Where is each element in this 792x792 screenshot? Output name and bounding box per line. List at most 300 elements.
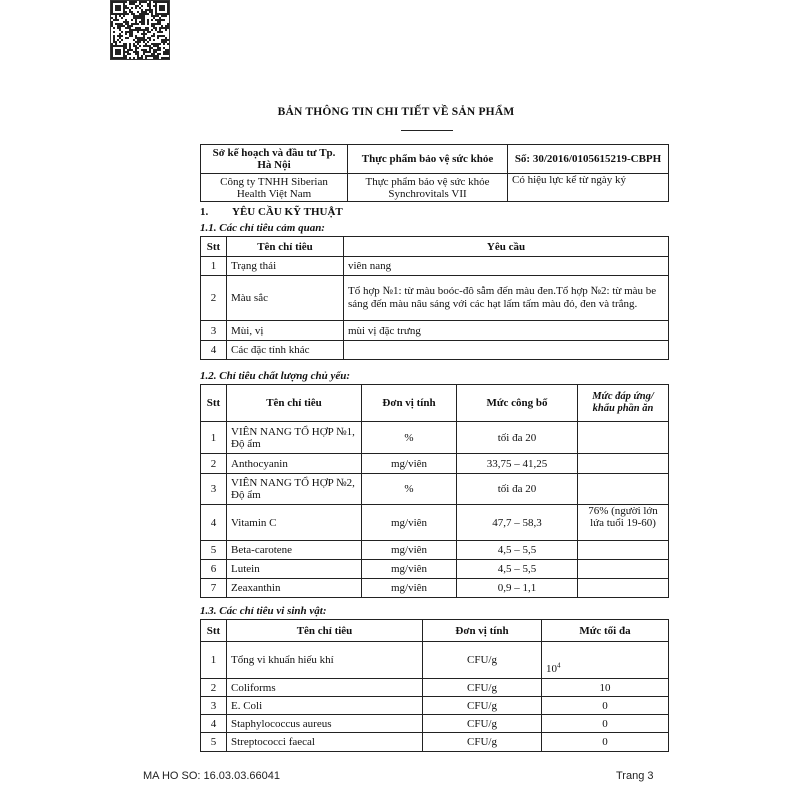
table-row xyxy=(201,341,669,360)
qr-module xyxy=(131,11,133,13)
qr-module xyxy=(129,25,131,27)
qr-module xyxy=(147,23,149,25)
qr-module xyxy=(147,29,149,31)
col-header-stt: Stt xyxy=(201,385,227,422)
qr-module xyxy=(139,3,141,5)
qr-module xyxy=(117,25,119,27)
qr-module xyxy=(117,5,119,7)
qr-module xyxy=(145,13,147,15)
col-header-requirement: Yêu cầu xyxy=(344,237,669,257)
qr-module xyxy=(123,15,125,17)
qr-module xyxy=(123,51,125,53)
qr-module xyxy=(111,1,113,3)
qr-module xyxy=(165,27,167,29)
qr-module xyxy=(117,35,119,37)
qr-module xyxy=(155,7,157,9)
qr-module xyxy=(129,49,131,51)
stt-cell: 1 xyxy=(201,257,227,276)
qr-module xyxy=(143,31,145,33)
qr-module xyxy=(131,33,133,35)
qr-module xyxy=(167,39,169,41)
qr-module xyxy=(135,5,137,7)
qr-module xyxy=(113,45,115,47)
qr-module xyxy=(151,53,153,55)
criterion-cell: Lutein xyxy=(227,560,362,579)
qr-module xyxy=(145,9,147,11)
qr-module xyxy=(151,15,153,17)
qr-module xyxy=(159,43,161,45)
level-cell: 4,5 – 5,5 xyxy=(457,541,578,560)
max-level-exponent: 4 xyxy=(557,661,561,670)
qr-module xyxy=(139,41,141,43)
qr-module xyxy=(115,23,117,25)
qr-module xyxy=(163,53,165,55)
qr-module xyxy=(143,49,145,51)
qr-module xyxy=(161,31,163,33)
qr-module xyxy=(145,29,147,31)
qr-module xyxy=(125,43,127,45)
qr-module xyxy=(147,31,149,33)
qr-module xyxy=(151,19,153,21)
qr-module xyxy=(149,51,151,53)
table-row xyxy=(201,422,669,454)
qr-module xyxy=(151,23,153,25)
qr-module xyxy=(159,31,161,33)
qr-module xyxy=(157,49,159,51)
qr-module xyxy=(135,37,137,39)
qr-module xyxy=(145,57,147,59)
qr-module xyxy=(153,15,155,17)
qr-module xyxy=(123,9,125,11)
qr-module xyxy=(135,49,137,51)
qr-module xyxy=(141,57,143,59)
qr-module xyxy=(135,29,137,31)
qr-module xyxy=(145,51,147,53)
qr-module xyxy=(153,1,155,3)
qr-module xyxy=(165,13,167,15)
qr-module xyxy=(149,39,151,41)
qr-module xyxy=(125,51,127,53)
qr-module xyxy=(137,53,139,55)
qr-module xyxy=(145,49,147,51)
qr-module xyxy=(153,43,155,45)
qr-module xyxy=(143,1,145,3)
qr-module xyxy=(117,53,119,55)
qr-module xyxy=(159,7,161,9)
col-header-unit: Đơn vị tính xyxy=(423,620,542,642)
qr-module xyxy=(143,13,145,15)
qr-module xyxy=(167,7,169,9)
qr-module xyxy=(141,39,143,41)
stt-cell: 3 xyxy=(201,474,227,505)
qr-module xyxy=(143,15,145,17)
qr-module xyxy=(143,53,145,55)
authority-cell: Sở kế hoạch và đầu tư Tp. Hà Nội xyxy=(201,145,348,174)
qr-module xyxy=(123,49,125,51)
product-name-cell: Thực phẩm bảo vệ sức khỏe Synchrovitals VII xyxy=(348,174,508,202)
qr-module xyxy=(121,31,123,33)
qr-module xyxy=(141,9,143,11)
qr-module xyxy=(125,27,127,29)
qr-module xyxy=(139,29,141,31)
qr-module xyxy=(119,45,121,47)
qr-module xyxy=(155,27,157,29)
qr-module xyxy=(123,57,125,59)
level-cell: 33,75 – 41,25 xyxy=(457,454,578,474)
col-header-stt: Stt xyxy=(201,620,227,642)
max-level-base: 10 xyxy=(546,663,557,675)
qr-module xyxy=(129,11,131,13)
table-row xyxy=(201,560,669,579)
qr-module xyxy=(149,9,151,11)
qr-module xyxy=(113,31,115,33)
qr-module xyxy=(125,23,127,25)
qr-module xyxy=(153,27,155,29)
qr-module xyxy=(123,13,125,15)
qr-module xyxy=(151,55,153,57)
qr-module xyxy=(149,31,151,33)
qr-module xyxy=(163,15,165,17)
qr-module xyxy=(161,25,163,27)
qr-module xyxy=(137,27,139,29)
stt-cell: 6 xyxy=(201,560,227,579)
unit-cell: mg/viên xyxy=(362,454,457,474)
qr-module xyxy=(115,41,117,43)
qr-module xyxy=(129,29,131,31)
qr-module xyxy=(141,21,143,23)
qr-module xyxy=(129,43,131,45)
qr-module xyxy=(111,21,113,23)
criterion-cell: Trạng thái xyxy=(227,257,344,276)
qr-module xyxy=(167,27,169,29)
qr-module xyxy=(157,47,159,49)
qr-module xyxy=(141,11,143,13)
qr-module xyxy=(163,35,165,37)
section-1-2-title: 1.2. Chỉ tiêu chất lượng chủ yếu: xyxy=(200,370,351,382)
qr-module xyxy=(149,37,151,39)
qr-module xyxy=(147,5,149,7)
quality-header-row xyxy=(201,385,669,422)
qr-module xyxy=(123,1,125,3)
qr-module xyxy=(137,15,139,17)
qr-module xyxy=(119,37,121,39)
qr-module xyxy=(135,41,137,43)
qr-module xyxy=(111,13,113,15)
qr-module xyxy=(131,19,133,21)
criterion-cell: Màu sắc xyxy=(227,276,344,321)
stt-cell: 1 xyxy=(201,422,227,454)
qr-module xyxy=(155,43,157,45)
qr-module xyxy=(159,23,161,25)
qr-module xyxy=(111,43,113,45)
qr-module xyxy=(155,19,157,21)
qr-module xyxy=(131,31,133,33)
qr-module xyxy=(113,39,115,41)
qr-module xyxy=(113,37,115,39)
qr-module xyxy=(141,29,143,31)
qr-module xyxy=(123,53,125,55)
qr-module xyxy=(141,37,143,39)
criterion-cell: E. Coli xyxy=(227,697,423,715)
unit-cell: CFU/g xyxy=(423,679,542,697)
qr-module xyxy=(167,3,169,5)
qr-module xyxy=(129,3,131,5)
qr-module xyxy=(147,37,149,39)
qr-module xyxy=(133,15,135,17)
qr-module xyxy=(167,25,169,27)
qr-module xyxy=(125,45,127,47)
qr-module xyxy=(133,3,135,5)
qr-module xyxy=(165,49,167,51)
qr-module xyxy=(121,45,123,47)
footer-file-number: MA HO SO: 16.03.03.66041 xyxy=(143,770,280,782)
qr-module xyxy=(137,17,139,19)
qr-module xyxy=(117,23,119,25)
qr-module xyxy=(125,33,127,35)
qr-module xyxy=(133,17,135,19)
qr-module xyxy=(163,5,165,7)
qr-module xyxy=(115,13,117,15)
qr-module xyxy=(141,15,143,17)
qr-module xyxy=(137,29,139,31)
qr-module xyxy=(141,33,143,35)
qr-module xyxy=(167,51,169,53)
qr-module xyxy=(135,45,137,47)
criterion-cell: Coliforms xyxy=(227,679,423,697)
qr-module xyxy=(113,57,115,59)
qr-module xyxy=(151,25,153,27)
qr-module xyxy=(123,25,125,27)
qr-module xyxy=(113,13,115,15)
qr-module xyxy=(149,45,151,47)
qr-module xyxy=(121,25,123,27)
stt-cell: 4 xyxy=(201,715,227,733)
criterion-cell: Streptococci faecal xyxy=(227,733,423,752)
qr-module xyxy=(119,25,121,27)
qr-module xyxy=(127,27,129,29)
qr-module xyxy=(119,49,121,51)
qr-module xyxy=(133,29,135,31)
qr-module xyxy=(131,49,133,51)
qr-module xyxy=(157,21,159,23)
qr-module xyxy=(125,47,127,49)
qr-module xyxy=(115,9,117,11)
qr-module xyxy=(115,15,117,17)
qr-module xyxy=(119,29,121,31)
level-cell: tối đa 20 xyxy=(457,474,578,505)
qr-module xyxy=(143,33,145,35)
qr-module xyxy=(147,41,149,43)
qr-module xyxy=(125,55,127,57)
qr-module xyxy=(167,49,169,51)
qr-module xyxy=(165,37,167,39)
qr-module xyxy=(149,7,151,9)
qr-module xyxy=(127,31,129,33)
table-row xyxy=(201,715,669,733)
qr-module xyxy=(117,19,119,21)
criterion-cell: Anthocyanin xyxy=(227,454,362,474)
qr-module xyxy=(163,41,165,43)
qr-module xyxy=(135,1,137,3)
qr-module xyxy=(155,13,157,15)
qr-module xyxy=(131,13,133,15)
qr-module xyxy=(153,25,155,27)
rda-cell xyxy=(578,474,669,505)
requirement-cell: mùi vị đặc trưng xyxy=(344,321,669,341)
qr-module xyxy=(147,13,149,15)
table-row xyxy=(201,733,669,752)
stt-cell: 4 xyxy=(201,505,227,541)
qr-module xyxy=(143,45,145,47)
qr-module xyxy=(137,11,139,13)
qr-module xyxy=(157,57,159,59)
unit-cell: CFU/g xyxy=(423,715,542,733)
qr-module xyxy=(119,27,121,29)
qr-module xyxy=(161,5,163,7)
qr-module xyxy=(147,3,149,5)
qr-module xyxy=(137,37,139,39)
qr-module xyxy=(151,9,153,11)
stt-cell: 4 xyxy=(201,341,227,360)
col-header-name: Tên chỉ tiêu xyxy=(227,385,362,422)
qr-module xyxy=(141,55,143,57)
qr-module xyxy=(127,13,129,15)
qr-module xyxy=(129,57,131,59)
col-header-name: Tên chỉ tiêu xyxy=(227,237,344,257)
stt-cell: 2 xyxy=(201,454,227,474)
qr-module xyxy=(131,7,133,9)
unit-cell: mg/viên xyxy=(362,579,457,598)
qr-module xyxy=(157,1,159,3)
qr-module xyxy=(155,3,157,5)
qr-module xyxy=(137,43,139,45)
qr-module xyxy=(159,21,161,23)
qr-module xyxy=(117,1,119,3)
qr-module xyxy=(127,21,129,23)
qr-module xyxy=(129,47,131,49)
criterion-cell: VIÊN NANG TỔ HỢP №2, Độ ẩm xyxy=(227,474,362,505)
qr-module xyxy=(135,21,137,23)
qr-module xyxy=(133,23,135,25)
qr-module xyxy=(133,43,135,45)
qr-module xyxy=(139,39,141,41)
criterion-cell: Các đặc tính khác xyxy=(227,341,344,360)
section-1-1-title: 1.1. Các chỉ tiêu cảm quan: xyxy=(200,222,325,234)
qr-module xyxy=(115,49,117,51)
qr-module xyxy=(157,55,159,57)
qr-module xyxy=(161,35,163,37)
qr-module xyxy=(147,27,149,29)
unit-cell: mg/viên xyxy=(362,560,457,579)
qr-module xyxy=(111,5,113,7)
unit-cell: CFU/g xyxy=(423,697,542,715)
qr-module xyxy=(111,53,113,55)
qr-module xyxy=(167,13,169,15)
qr-module xyxy=(141,1,143,3)
qr-module xyxy=(159,1,161,3)
qr-module xyxy=(119,9,121,11)
qr-module xyxy=(147,51,149,53)
qr-module xyxy=(153,45,155,47)
qr-module xyxy=(115,51,117,53)
qr-module xyxy=(129,9,131,11)
criterion-cell: Beta-carotene xyxy=(227,541,362,560)
qr-module xyxy=(163,43,165,45)
qr-module xyxy=(163,7,165,9)
qr-module xyxy=(111,55,113,57)
qr-module xyxy=(157,35,159,37)
qr-module xyxy=(155,57,157,59)
qr-module xyxy=(157,45,159,47)
qr-module xyxy=(141,49,143,51)
title-underline xyxy=(401,130,453,131)
qr-module xyxy=(139,37,141,39)
qr-module xyxy=(125,37,127,39)
qr-module xyxy=(115,53,117,55)
qr-module xyxy=(161,39,163,41)
qr-module xyxy=(139,45,141,47)
qr-module xyxy=(133,45,135,47)
qr-module xyxy=(159,47,161,49)
header-row-2 xyxy=(201,174,669,202)
qr-module xyxy=(111,49,113,51)
col-header-rda: Mức đáp ứng/ khẩu phần ăn xyxy=(578,385,669,422)
qr-module xyxy=(165,25,167,27)
max-level-cell: 0 xyxy=(542,697,669,715)
qr-module xyxy=(117,57,119,59)
qr-module xyxy=(163,1,165,3)
qr-module xyxy=(115,43,117,45)
qr-module xyxy=(161,27,163,29)
qr-module xyxy=(157,23,159,25)
max-level-cell: 0 xyxy=(542,733,669,752)
qr-module xyxy=(157,19,159,21)
qr-module xyxy=(127,23,129,25)
qr-module xyxy=(119,53,121,55)
qr-module xyxy=(119,7,121,9)
qr-module xyxy=(129,33,131,35)
qr-module xyxy=(139,1,141,3)
qr-module xyxy=(121,39,123,41)
qr-module xyxy=(157,31,159,33)
section-1-title: YÊU CẦU KỸ THUẬT xyxy=(232,206,343,218)
product-type-cell: Thực phẩm bảo vệ sức khỏe xyxy=(348,145,508,174)
stt-cell: 3 xyxy=(201,321,227,341)
qr-module xyxy=(123,55,125,57)
qr-module xyxy=(121,13,123,15)
qr-module xyxy=(153,51,155,53)
qr-module xyxy=(145,39,147,41)
stt-cell: 1 xyxy=(201,642,227,679)
stt-cell: 5 xyxy=(201,541,227,560)
qr-module xyxy=(131,35,133,37)
qr-module xyxy=(137,51,139,53)
stt-cell: 5 xyxy=(201,733,227,752)
qr-module xyxy=(153,39,155,41)
qr-module xyxy=(151,11,153,13)
max-level-cell: 10 xyxy=(542,679,669,697)
qr-module xyxy=(115,1,117,3)
qr-module xyxy=(115,5,117,7)
qr-module xyxy=(137,55,139,57)
qr-module xyxy=(125,13,127,15)
qr-module xyxy=(119,35,121,37)
qr-module xyxy=(143,21,145,23)
qr-module xyxy=(149,47,151,49)
qr-module xyxy=(125,31,127,33)
qr-module xyxy=(151,13,153,15)
qr-module xyxy=(155,1,157,3)
